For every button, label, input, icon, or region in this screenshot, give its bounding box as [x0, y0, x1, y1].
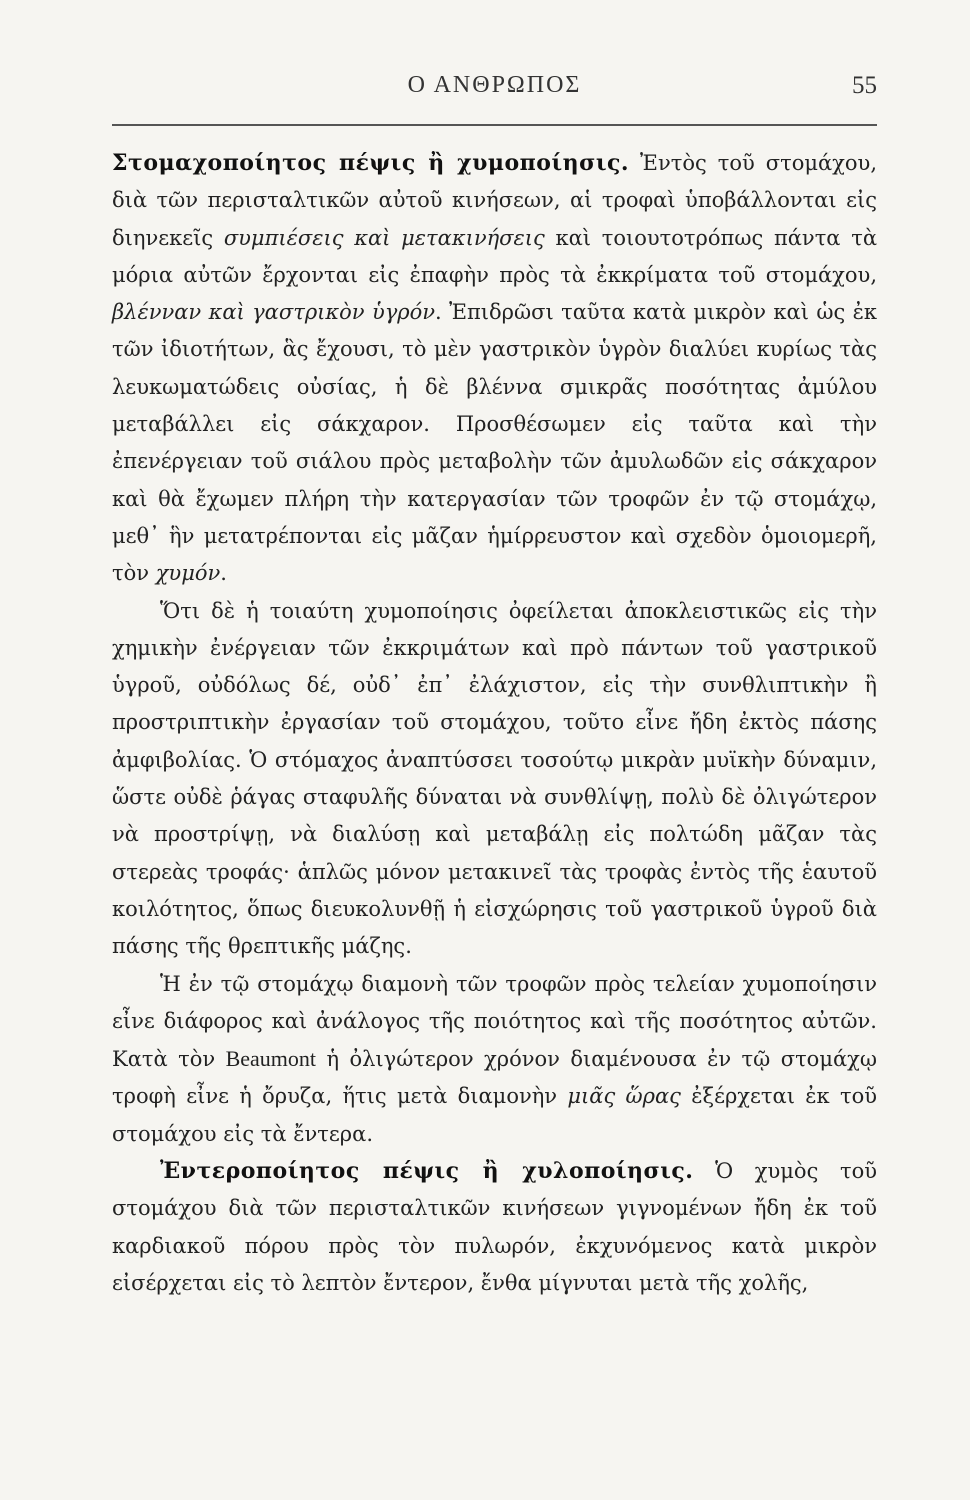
text-segment: Ἡ ἐν τῷ στομάχῳ διαμονὴ τῶν τροφῶν πρὸς τελείαν χυμοποίησιν εἶνε διάφορος καὶ ἀνάλογος τῆς ποιότητος καὶ τῆς ποσότητος αὐτῶν. Κατὰ τὸν — [112, 971, 877, 1072]
text-segment: . Ἐπιδρῶσι ταῦτα κατὰ μικρὸν καὶ ὡς ἐκ τῶν ἰδιοτήτων, ἃς ἔχουσι, τὸ μὲν γαστρικὸν ὑγρὸν διαλύει κυρίως τὰς λευκωματώδεις οὐσίας, ἡ δὲ βλέννα σμικρᾶς ποσότητας ἀμύλου μεταβάλλει εἰς σάκχαρον. Προσθέσωμεν εἰς ταῦτα καὶ τὴν ἐπενέργειαν τοῦ σιάλου πρὸς μεταβολὴν τῶν ἀμυλωδῶν εἰς σάκχαρον καὶ θὰ ἔχωμεν πλήρη τὴν κατεργασίαν τῶν τροφῶν ἐν τῷ στομάχῳ, μεθ᾿ ἣν μετατρέπονται εἰς μᾶζαν ἡμίρρευστον καὶ σχεδὸν ὁμοιομερῆ, τὸν — [112, 300, 877, 586]
paragraph-stomach-digestion — [112, 145, 877, 593]
text-segment: ἐξέρχεται ἐκ τοῦ στομάχου εἰς τὰ ἔντερα. — [112, 1084, 877, 1146]
body-text — [112, 145, 877, 1302]
header-rule — [112, 124, 877, 126]
text-segment: Ὅτι δὲ ἡ τοιαύτη χυμοποίησις ὀφείλεται ἀποκλειστικῶς εἰς τὴν χημικὴν ἐνέργειαν τῶν ἐκκριμάτων καὶ πρὸ πάντων τοῦ γαστρικοῦ ὑγροῦ, οὐδόλως δέ, οὐδ᾿ ἐπ᾿ ἐλάχιστον, εἰς τὴν συνθλιπτικὴν ἢ προστριπτικὴν ἐργασίαν τοῦ στομάχου, τοῦτο εἶνε ἤδη ἐκτὸς πάσης ἀμφιβολίας. Ὁ στόμαχος ἀναπτύσσει τοσούτῳ μικρὰν μυϊκὴν δύναμιν, ὥστε οὐδὲ ῥάγας σταφυλῆς δύναται νὰ συνθλίψῃ, πολὺ δὲ ὀλιγώτερον νὰ προστρίψῃ, νὰ διαλύσῃ καὶ μεταβάλῃ εἰς πολτώδη μᾶζαν τὰς στερεὰς τροφάς· ἁπλῶς μόνον μετακινεῖ τὰς τροφὰς ἐντὸς τῆς ἑαυτοῦ κοιλότητος, ὅπως διευκολυνθῇ ἡ εἰσχώρησις τοῦ γαστρικοῦ ὑγροῦ διὰ πάσης τῆς θρεπτικῆς μάζης. — [112, 598, 877, 959]
paragraph-duration — [112, 966, 877, 1153]
paragraph-intestinal-digestion — [112, 1153, 877, 1302]
text-segment: καὶ τοιουτοτρόπως πάντα τὰ μόρια αὐτῶν ἔρχονται εἰς ἐπαφὴν πρὸς τὰ ἐκκρίματα τοῦ στομάχου, — [112, 225, 878, 287]
author-name: Beaumont — [225, 1046, 317, 1072]
italic-term: βλένναν καὶ γαστρικὸν ὑγρόν — [112, 300, 436, 325]
paragraph-chemical-action — [112, 593, 877, 966]
text-segment: Ὁ χυμὸς τοῦ στομάχου διὰ τῶν περισταλτικῶν κινήσεων γιγνομένων ἤδη ἐκ τοῦ καρδιακοῦ πόρου πρὸς τὸν πυλωρόν, ἐκχυνόμενος κατὰ μικρὸν εἰσέρχεται εἰς τὸ λεπτὸν ἔντερον, ἔνθα μίγνυται μετὰ τῆς χολῆς, — [112, 1159, 877, 1295]
text-segment: ἡ ὀλιγώτερον χρόνον διαμένουσα ἐν τῷ στομάχῳ τροφὴ εἶνε ἡ ὄρυζα, ἥτις μετὰ διαμονὴν — [112, 1047, 878, 1109]
text-segment: Ἐντὸς τοῦ στομάχου, διὰ τῶν περισταλτικῶν αὐτοῦ κινήσεων, αἱ τροφαὶ ὑποβάλλονται εἰς διηνεκεῖς — [112, 151, 877, 250]
italic-term: συμπιέσεις καὶ μετακινήσεις — [223, 225, 545, 250]
section-heading-intestinal-digestion: Ἐντεροποίητος πέψις ἢ χυλοποίησις. — [160, 1158, 694, 1185]
page-header — [112, 72, 877, 112]
text-segment: . — [220, 561, 227, 586]
italic-term: χυμόν — [155, 561, 221, 586]
italic-term: μιᾶς ὥρας — [567, 1084, 681, 1109]
section-heading-stomach-digestion: Στομαχοποίητος πέψις ἢ χυμοποίησις. — [112, 150, 630, 176]
running-title: Ο ΑΝΘΡΩΠΟΣ — [407, 72, 582, 98]
page-number: 55 — [852, 72, 877, 99]
